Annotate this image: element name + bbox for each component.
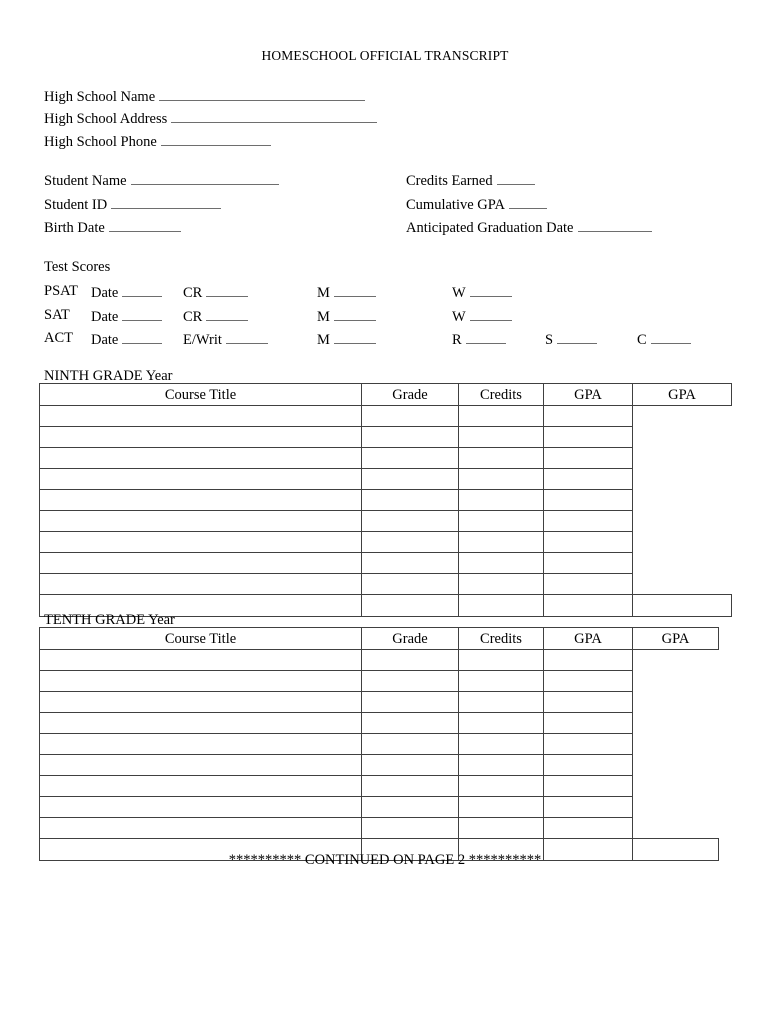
- cell-gpa[interactable]: [544, 797, 633, 818]
- cell-course-title[interactable]: [40, 448, 362, 469]
- tenth-grade-table: [39, 627, 719, 861]
- high-school-name-row: [44, 88, 367, 104]
- table-row: [40, 818, 719, 839]
- table-header-row: [40, 384, 732, 406]
- table-row: [40, 734, 719, 755]
- high-school-name-input[interactable]: [159, 88, 365, 101]
- test-row-psat-date: [91, 284, 164, 300]
- act-ewrit-label: E/Writ: [183, 331, 222, 348]
- psat-cr-input[interactable]: [206, 284, 248, 297]
- column-header-credits: Credits: [459, 384, 544, 406]
- ninth-grade-table: [39, 383, 732, 617]
- table-row: [40, 406, 732, 427]
- ninth-grade-table-head: [40, 384, 732, 406]
- cell-course-title[interactable]: [40, 553, 362, 574]
- student-id-input[interactable]: [111, 196, 221, 209]
- cell-gpa[interactable]: [544, 692, 633, 713]
- anticipated-graduation-input[interactable]: [578, 219, 652, 232]
- test-row-sat-date: [91, 308, 164, 324]
- cell-grade[interactable]: [362, 574, 459, 595]
- cell-gpa[interactable]: [544, 490, 633, 511]
- column-header-grade: Grade: [362, 384, 459, 406]
- cell-course-title[interactable]: [40, 490, 362, 511]
- test-scores-heading: Test Scores: [44, 259, 111, 275]
- test-row-psat-cr: [183, 284, 250, 300]
- cell-credits[interactable]: [459, 532, 544, 553]
- test-row-act-c: [637, 331, 693, 347]
- psat-cr-label: CR: [183, 284, 203, 301]
- cell-course-title[interactable]: [40, 776, 362, 797]
- column-header-gpa: GPA: [544, 628, 633, 650]
- cell-credits[interactable]: [459, 734, 544, 755]
- cell-gpa[interactable]: [544, 713, 633, 734]
- cell-course-title[interactable]: [40, 511, 362, 532]
- student-id-row: [44, 196, 223, 212]
- cell-course-title[interactable]: [40, 713, 362, 734]
- anticipated-graduation-label: Anticipated Graduation Date: [406, 219, 574, 236]
- table-row: [40, 692, 719, 713]
- column-header-course-title: Course Title: [40, 384, 362, 406]
- table-row: [40, 511, 732, 532]
- table-row: [40, 427, 732, 448]
- cell-grade[interactable]: [362, 818, 459, 839]
- test-row-psat-w: [452, 284, 514, 300]
- cell-credits[interactable]: [459, 490, 544, 511]
- cell-course-title[interactable]: [40, 755, 362, 776]
- cell-credits[interactable]: [459, 755, 544, 776]
- test-row-sat-m: [317, 308, 378, 324]
- table-row: [40, 755, 719, 776]
- tenth-grade-heading: TENTH GRADE Year: [44, 612, 175, 628]
- credits-earned-label: Credits Earned: [406, 172, 493, 189]
- test-row-act-ewrit: [183, 331, 270, 347]
- act-r-input[interactable]: [466, 331, 506, 344]
- table-row: [40, 448, 732, 469]
- cumulative-gpa-input[interactable]: [509, 196, 547, 209]
- cell-course-title[interactable]: [40, 692, 362, 713]
- cell-grade[interactable]: [362, 532, 459, 553]
- table-row: [40, 797, 719, 818]
- cell-course-title[interactable]: [40, 818, 362, 839]
- cell-grade[interactable]: [362, 650, 459, 671]
- cell-grade[interactable]: [362, 469, 459, 490]
- test-row-sat-cr: [183, 308, 250, 324]
- table-row: [40, 469, 732, 490]
- cell-gpa[interactable]: [544, 755, 633, 776]
- cell-course-title[interactable]: [40, 650, 362, 671]
- sat-date-label: Date: [91, 308, 119, 325]
- cell-gpa[interactable]: [544, 406, 633, 427]
- cell-grade[interactable]: [362, 755, 459, 776]
- sat-m-label: M: [317, 308, 330, 325]
- cell-course-title[interactable]: [40, 406, 362, 427]
- test-row-act-date: [91, 331, 164, 347]
- psat-date-label: Date: [91, 284, 119, 301]
- high-school-name-label: High School Name: [44, 88, 156, 105]
- student-name-label: Student Name: [44, 172, 127, 189]
- psat-w-label: W: [452, 284, 466, 301]
- cell-gpa[interactable]: [544, 574, 633, 595]
- cell-gpa[interactable]: [544, 469, 633, 490]
- cell-credits[interactable]: [459, 671, 544, 692]
- cell-gpa-total-merged[interactable]: [633, 406, 732, 595]
- high-school-address-row: [44, 110, 379, 126]
- act-s-label: S: [545, 331, 554, 348]
- test-row-act-m: [317, 331, 378, 347]
- cell-gpa[interactable]: [544, 734, 633, 755]
- cell-grade[interactable]: [362, 406, 459, 427]
- cell-course-title[interactable]: [40, 532, 362, 553]
- cumulative-gpa-row: [406, 196, 549, 212]
- birth-date-input[interactable]: [109, 219, 181, 232]
- cell-gpa[interactable]: [544, 818, 633, 839]
- test-row-psat-m: [317, 284, 378, 300]
- cell-credits[interactable]: [459, 574, 544, 595]
- test-row-sat-w: [452, 308, 514, 324]
- cell-course-title[interactable]: [40, 469, 362, 490]
- anticipated-graduation-row: [406, 219, 654, 235]
- sat-date-input[interactable]: [122, 308, 162, 321]
- act-ewrit-input[interactable]: [226, 331, 268, 344]
- test-row-sat-name: SAT: [44, 307, 70, 323]
- cell-grade[interactable]: [362, 448, 459, 469]
- act-c-label: C: [637, 331, 647, 348]
- sat-w-label: W: [452, 308, 466, 325]
- tenth-grade-table-head: [40, 628, 719, 650]
- cell-gpa[interactable]: [544, 671, 633, 692]
- table-row: [40, 671, 719, 692]
- table-row: [40, 553, 732, 574]
- cell-gpa[interactable]: [544, 448, 633, 469]
- cell-grade[interactable]: [362, 427, 459, 448]
- table-header-row: [40, 628, 719, 650]
- table-row: [40, 776, 719, 797]
- total-cell-gpa-total[interactable]: [633, 595, 732, 617]
- high-school-phone-input[interactable]: [161, 133, 271, 146]
- test-row-act-s: [545, 331, 599, 347]
- sat-w-input[interactable]: [470, 308, 512, 321]
- cell-credits[interactable]: [459, 553, 544, 574]
- test-row-psat-name: PSAT: [44, 283, 78, 299]
- cell-gpa-total-merged[interactable]: [633, 650, 719, 839]
- act-m-label: M: [317, 331, 330, 348]
- high-school-address-label: High School Address: [44, 110, 168, 127]
- tenth-grade-table-body: [40, 650, 719, 861]
- column-header-credits: Credits: [459, 628, 544, 650]
- cell-credits[interactable]: [459, 406, 544, 427]
- student-name-input[interactable]: [131, 172, 279, 185]
- cell-grade[interactable]: [362, 671, 459, 692]
- cell-course-title[interactable]: [40, 427, 362, 448]
- cell-grade[interactable]: [362, 490, 459, 511]
- sat-cr-input[interactable]: [206, 308, 248, 321]
- psat-date-input[interactable]: [122, 284, 162, 297]
- table-row: [40, 650, 719, 671]
- cell-course-title[interactable]: [40, 574, 362, 595]
- act-date-label: Date: [91, 331, 119, 348]
- cell-credits[interactable]: [459, 469, 544, 490]
- table-row: [40, 574, 732, 595]
- cell-gpa[interactable]: [544, 427, 633, 448]
- test-row-act-name: ACT: [44, 330, 73, 346]
- birth-date-row: [44, 219, 183, 235]
- act-c-input[interactable]: [651, 331, 691, 344]
- column-header-gpa: GPA: [544, 384, 633, 406]
- act-s-input[interactable]: [557, 331, 597, 344]
- ninth-grade-heading: NINTH GRADE Year: [44, 368, 173, 384]
- cell-credits[interactable]: [459, 448, 544, 469]
- continued-note: ********** CONTINUED ON PAGE 2 **********: [228, 852, 542, 868]
- cell-credits[interactable]: [459, 692, 544, 713]
- psat-m-input[interactable]: [334, 284, 376, 297]
- total-cell-grade[interactable]: [362, 595, 459, 617]
- sat-cr-label: CR: [183, 308, 203, 325]
- cell-grade[interactable]: [362, 734, 459, 755]
- total-cell-credits[interactable]: [459, 595, 544, 617]
- ninth-grade-table-body: [40, 406, 732, 617]
- cell-credits[interactable]: [459, 511, 544, 532]
- cell-course-title[interactable]: [40, 734, 362, 755]
- high-school-phone-row: [44, 133, 273, 149]
- table-row: [40, 490, 732, 511]
- cell-gpa[interactable]: [544, 511, 633, 532]
- column-header-grade: Grade: [362, 628, 459, 650]
- sat-m-input[interactable]: [334, 308, 376, 321]
- credits-earned-input[interactable]: [497, 172, 535, 185]
- cell-grade[interactable]: [362, 553, 459, 574]
- student-name-row: [44, 172, 281, 188]
- high-school-phone-label: High School Phone: [44, 133, 157, 150]
- psat-m-label: M: [317, 284, 330, 301]
- page-title: HOMESCHOOL OFFICIAL TRANSCRIPT: [261, 48, 509, 63]
- column-header-course-title: Course Title: [40, 628, 362, 650]
- cell-grade[interactable]: [362, 797, 459, 818]
- cell-credits[interactable]: [459, 818, 544, 839]
- cell-credits[interactable]: [459, 776, 544, 797]
- cell-grade[interactable]: [362, 511, 459, 532]
- act-date-input[interactable]: [122, 331, 162, 344]
- cell-credits[interactable]: [459, 713, 544, 734]
- psat-w-input[interactable]: [470, 284, 512, 297]
- act-m-input[interactable]: [334, 331, 376, 344]
- test-row-act-r: [452, 331, 508, 347]
- cell-credits[interactable]: [459, 650, 544, 671]
- cell-gpa[interactable]: [544, 553, 633, 574]
- cell-credits[interactable]: [459, 797, 544, 818]
- column-header-gpa-total: GPA: [633, 384, 732, 406]
- table-row: [40, 532, 732, 553]
- high-school-address-input[interactable]: [171, 110, 377, 123]
- cell-credits[interactable]: [459, 427, 544, 448]
- act-r-label: R: [452, 331, 462, 348]
- cell-course-title[interactable]: [40, 797, 362, 818]
- cell-grade[interactable]: [362, 692, 459, 713]
- column-header-gpa-total: GPA: [633, 628, 719, 650]
- credits-earned-row: [406, 172, 537, 188]
- table-row: [40, 713, 719, 734]
- student-id-label: Student ID: [44, 196, 108, 213]
- birth-date-label: Birth Date: [44, 219, 105, 236]
- cell-course-title[interactable]: [40, 671, 362, 692]
- cell-gpa[interactable]: [544, 650, 633, 671]
- total-cell-gpa[interactable]: [544, 595, 633, 617]
- cumulative-gpa-label: Cumulative GPA: [406, 196, 505, 213]
- cell-gpa[interactable]: [544, 532, 633, 553]
- cell-grade[interactable]: [362, 713, 459, 734]
- cell-grade[interactable]: [362, 776, 459, 797]
- cell-gpa[interactable]: [544, 776, 633, 797]
